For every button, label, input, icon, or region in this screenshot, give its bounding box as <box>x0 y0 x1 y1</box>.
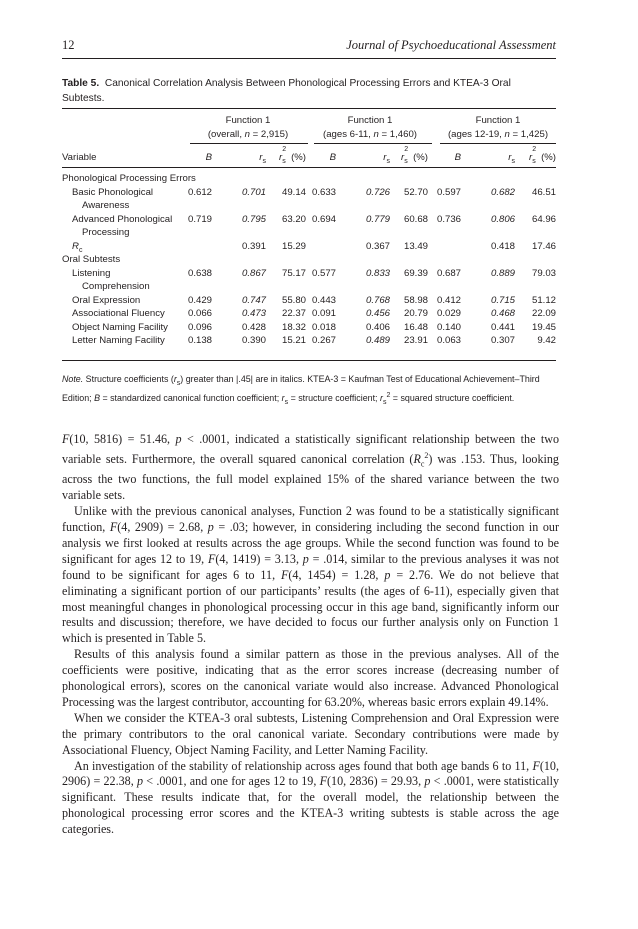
group-heading: Oral Subtests <box>62 254 121 265</box>
table-cell: 0.473 <box>241 308 266 319</box>
body-text <box>62 432 559 838</box>
table-cell: 0.140 <box>436 321 461 333</box>
table-cell: 0.138 <box>187 335 212 346</box>
table-cell: 0.456 <box>365 308 390 319</box>
variable-column-header: Variable <box>62 152 97 163</box>
column-header-rs: $r_s$ <box>383 152 390 165</box>
table-cell: 75.17 <box>281 267 306 279</box>
header-bottom-rule <box>62 167 556 168</box>
function-header-ages-12-19 <box>430 114 566 141</box>
table-cell: 0.063 <box>436 335 461 346</box>
row-label: Basic Phonological <box>72 186 154 198</box>
function-title: Function 1 <box>347 115 393 126</box>
paragraph-3: Results of this analysis found a similar pattern as those in the previous analyses. All of the coefficients were positive, indicating that as the error scores increase (decreasing number of phonological errors), scores on the canonical variate would also increase. Advanced Phonological Processing was the largest contributor, accounting for 63.20%, whereas basic errors explain 49.14%. <box>62 647 559 709</box>
table-cell: 18.32 <box>281 321 306 333</box>
table-cell: 51.12 <box>531 294 556 306</box>
table-cell: 0.682 <box>490 186 515 198</box>
table-cell: 17.46 <box>531 240 556 252</box>
table-cell: 55.80 <box>281 294 306 306</box>
table-cell: 13.49 <box>403 240 428 252</box>
table-cell: 69.39 <box>403 267 428 279</box>
table-cell: 49.14 <box>281 186 306 198</box>
row-label: Associational Fluency <box>72 308 165 319</box>
column-header-b: B <box>329 152 336 163</box>
function-rule-2 <box>314 143 432 144</box>
table-cell: 0.768 <box>365 294 390 306</box>
function-subtitle: (overall, n = 2,915) <box>207 128 289 140</box>
function-title: Function 1 <box>225 115 271 126</box>
table-cell: 0.597 <box>436 186 461 198</box>
table-cell: 0.066 <box>187 308 212 319</box>
table-cell: 0.091 <box>311 308 336 319</box>
column-header-rs2: r 2 $_s$ (%) <box>401 146 428 165</box>
function-rule-1 <box>190 143 308 144</box>
row-label-continued: Processing <box>82 227 130 238</box>
function-subtitle: (ages 12-19, n = 1,425) <box>447 128 549 140</box>
table-cell: 22.09 <box>531 308 556 319</box>
row-label: Letter Naming Facility <box>72 335 165 346</box>
table-cell: 0.029 <box>436 308 461 319</box>
table-cell: 0.577 <box>311 267 336 279</box>
function-title: Function 1 <box>475 115 521 126</box>
journal-title: Journal of Psychoeducational Assessment <box>346 38 556 52</box>
table-cell: 0.267 <box>311 335 336 346</box>
table-cell: 0.719 <box>187 213 212 225</box>
table-bottom-rule <box>62 360 556 361</box>
table-cell: 46.51 <box>531 186 556 198</box>
table-cell: 0.307 <box>490 335 515 346</box>
table-cell: 0.489 <box>365 335 390 346</box>
table-cell: 0.390 <box>241 335 266 346</box>
paragraph-5: An investigation of the stability of relationship across ages found that both age bands 6 to 11, F(10, 2906) = 22.38, p < .0001, and one for ages 12 to 19, F(10, 2836) = 29.93, p < .0001, were statistically significant. These results indicate that, for the overall model, the relationship between the phonological processing error scores and the KTEA-3 writing subtests is stable across the age categories. <box>62 758 560 837</box>
table-cell: 0.736 <box>436 213 461 225</box>
table-cell: 16.48 <box>403 321 428 333</box>
table-cell: 0.701 <box>241 186 266 198</box>
running-header <box>62 38 556 56</box>
column-header-b: B <box>205 152 212 163</box>
table-cell: 0.715 <box>490 294 515 306</box>
table-caption <box>62 76 556 106</box>
table-cell: 0.443 <box>311 294 336 306</box>
row-label: Listening <box>72 267 111 279</box>
table-cell: 9.42 <box>537 335 556 346</box>
table-cell: 52.70 <box>403 186 428 198</box>
table-cell: 0.429 <box>187 294 212 306</box>
table-cell: 0.633 <box>311 186 336 198</box>
row-label: Object Naming Facility <box>72 321 168 333</box>
table-cell: 0.406 <box>365 321 390 333</box>
table-cell: 58.98 <box>403 294 428 306</box>
header-divider <box>62 58 556 59</box>
table-cell: 0.612 <box>187 186 212 198</box>
table-cell: 0.867 <box>241 267 266 279</box>
table-note: Note. Structure coefficients $(r_s)$ greater than |.45| are in italics. KTEA-3 = Kaufman Test of Educational Achievement–Third Edition; B = standardized canonical function coefficient; $r_s$ = structure coefficient; $r_s^2$ = squared structure coefficient. <box>62 374 540 407</box>
table-cell: 0.367 <box>365 240 390 252</box>
table-cell: 79.03 <box>531 267 556 279</box>
paragraph-2: Unlike with the previous canonical analyses, Function 2 was found to be a statistically significant function, F(4, 2909) = 2.68, p = .03; however, in considering including the second function in our analysis we first looked at results across the age groups. While the second function was found to be significant for ages 12 to 19, F(4, 1419) = 3.13, p = .014, similar to the previous analyses it was not found to be significant for ages 6 to 11, F(4, 1454) = 1.28, p = 2.76. We do not believe that eliminating a significant portion of our participants’ results (the ages of 6-11), especially given that most meaningful changes in phonological processing occur in this age band, significantly inform our results and discussion; therefore, we have decided to focus our further analysis only on Function 1 which is presented in Table 5. <box>62 504 559 646</box>
table-cell: 0.441 <box>490 321 515 333</box>
page-number: 12 <box>62 38 75 52</box>
function-header-ages-6-11 <box>306 114 434 141</box>
table-cell: 0.694 <box>311 213 336 225</box>
table-cell: 0.018 <box>311 321 336 333</box>
table-cell: 0.795 <box>241 213 266 225</box>
table-cell: 0.391 <box>241 240 266 252</box>
table-cell: 22.37 <box>281 308 306 319</box>
table-caption-text: Canonical Correlation Analysis Between Phonological Processing Errors and KTEA-3 Oral Subtests. <box>62 78 511 104</box>
function-subtitle: (ages 6-11, n = 1,460) <box>323 128 417 140</box>
row-label: Advanced Phonological <box>72 213 173 225</box>
function-rule-3 <box>440 143 556 144</box>
column-header-rs2: r 2 $_s$ (%) <box>279 146 306 165</box>
table-cell: 0.418 <box>490 240 515 252</box>
table-cell: 60.68 <box>403 213 428 225</box>
table-cell: 0.779 <box>365 213 390 225</box>
table-cell: 0.806 <box>490 213 515 225</box>
table-cell: 19.45 <box>531 321 556 333</box>
column-header-rs: $r_s$ <box>259 152 266 165</box>
column-header-rs: $r_s$ <box>508 152 515 165</box>
column-header-rs2: r 2 $_s$ (%) <box>529 146 556 165</box>
table-cell: 0.833 <box>365 267 390 279</box>
row-label: $R_c$ <box>72 240 83 254</box>
table-cell: 0.428 <box>241 321 266 333</box>
row-label-continued: Comprehension <box>82 281 150 292</box>
row-label-continued: Awareness <box>82 200 130 211</box>
table-cell: 0.412 <box>436 294 461 306</box>
table-cell: 20.79 <box>403 308 428 319</box>
function-header-overall <box>184 114 312 141</box>
column-header-b: B <box>454 152 461 163</box>
table-cell: 0.747 <box>241 294 266 306</box>
row-label: Oral Expression <box>72 294 141 306</box>
table-cell: 0.726 <box>365 186 390 198</box>
group-heading: Phonological Processing Errors <box>62 173 196 184</box>
table-cell: 0.638 <box>187 267 212 279</box>
table-cell: 0.096 <box>187 321 212 333</box>
table-cell: 0.687 <box>436 267 461 279</box>
table-label: Table 5. <box>62 78 100 89</box>
table-cell: 64.96 <box>531 213 556 225</box>
table-cell: 23.91 <box>403 335 428 346</box>
table-cell: 0.468 <box>490 308 515 319</box>
paragraph-1: F(10, 5816) = 51.46, p < .0001, indicated a statistically significant relationship between the two variable sets. Furthermore, the overall squared canonical correlation $(R_c^2)$ was .153. Thus, looking across the two functions, the full model explained 15% of the shared variance between the two variable sets. <box>62 432 559 503</box>
table-cell: 15.29 <box>281 240 306 252</box>
table-cell: 63.20 <box>281 213 306 225</box>
paragraph-4: When we consider the KTEA-3 oral subtests, Listening Comprehension and Oral Expression were the primary contributors to the oral canonical variate. Secondary contributions were made by Associational Fluency, Object Naming Facility, and Letter Naming Facility. <box>62 710 559 757</box>
table-cell: 0.889 <box>490 267 515 279</box>
table-top-rule <box>62 108 556 109</box>
table-cell: 15.21 <box>281 335 306 346</box>
